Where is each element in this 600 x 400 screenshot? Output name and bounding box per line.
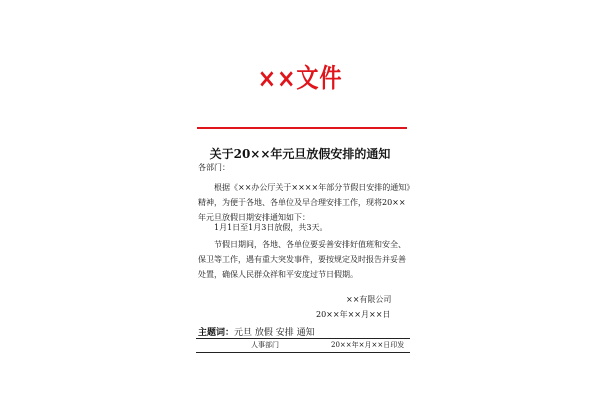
footer-department: 人事部门: [251, 341, 279, 349]
paragraph-text: 根据《××办公厅关于××××年部分节假日安排的通知》精神，为便于各地、各单位及早合理安排工作，现将20××年元旦放假日期安排通知如下：: [198, 183, 411, 222]
document-header: ××文件: [257, 64, 343, 94]
keywords-label: 主题词：: [198, 328, 235, 338]
recipient-line: 各部门：: [198, 163, 230, 172]
footer-print-date: 20××年×月××日印发: [331, 341, 405, 349]
footer-bottom-rule: [196, 352, 410, 353]
paragraph-text: 节假日期间，各地、各单位要妥善安排好值班和安全、保卫等工作，遇有重大突发事件，要按规定及时报告并妥善处置，确保人民群众祥和平安度过节日假期。: [198, 240, 406, 279]
footer-top-rule: [196, 338, 410, 339]
keywords-value: 元旦 放假 安排 通知: [234, 328, 315, 338]
keywords-line: [198, 325, 315, 338]
issue-date: 20××年××月××日: [316, 310, 391, 319]
issuer-name: ××有限公司: [346, 295, 392, 304]
body-paragraph-2: 1月1日至1月3日放假，共3天。: [214, 223, 328, 232]
notice-title: 关于20××年元旦放假安排的通知: [209, 147, 391, 161]
body-paragraph-1: [198, 180, 413, 225]
body-paragraph-3: [198, 237, 413, 282]
header-red-rule: [197, 127, 407, 129]
